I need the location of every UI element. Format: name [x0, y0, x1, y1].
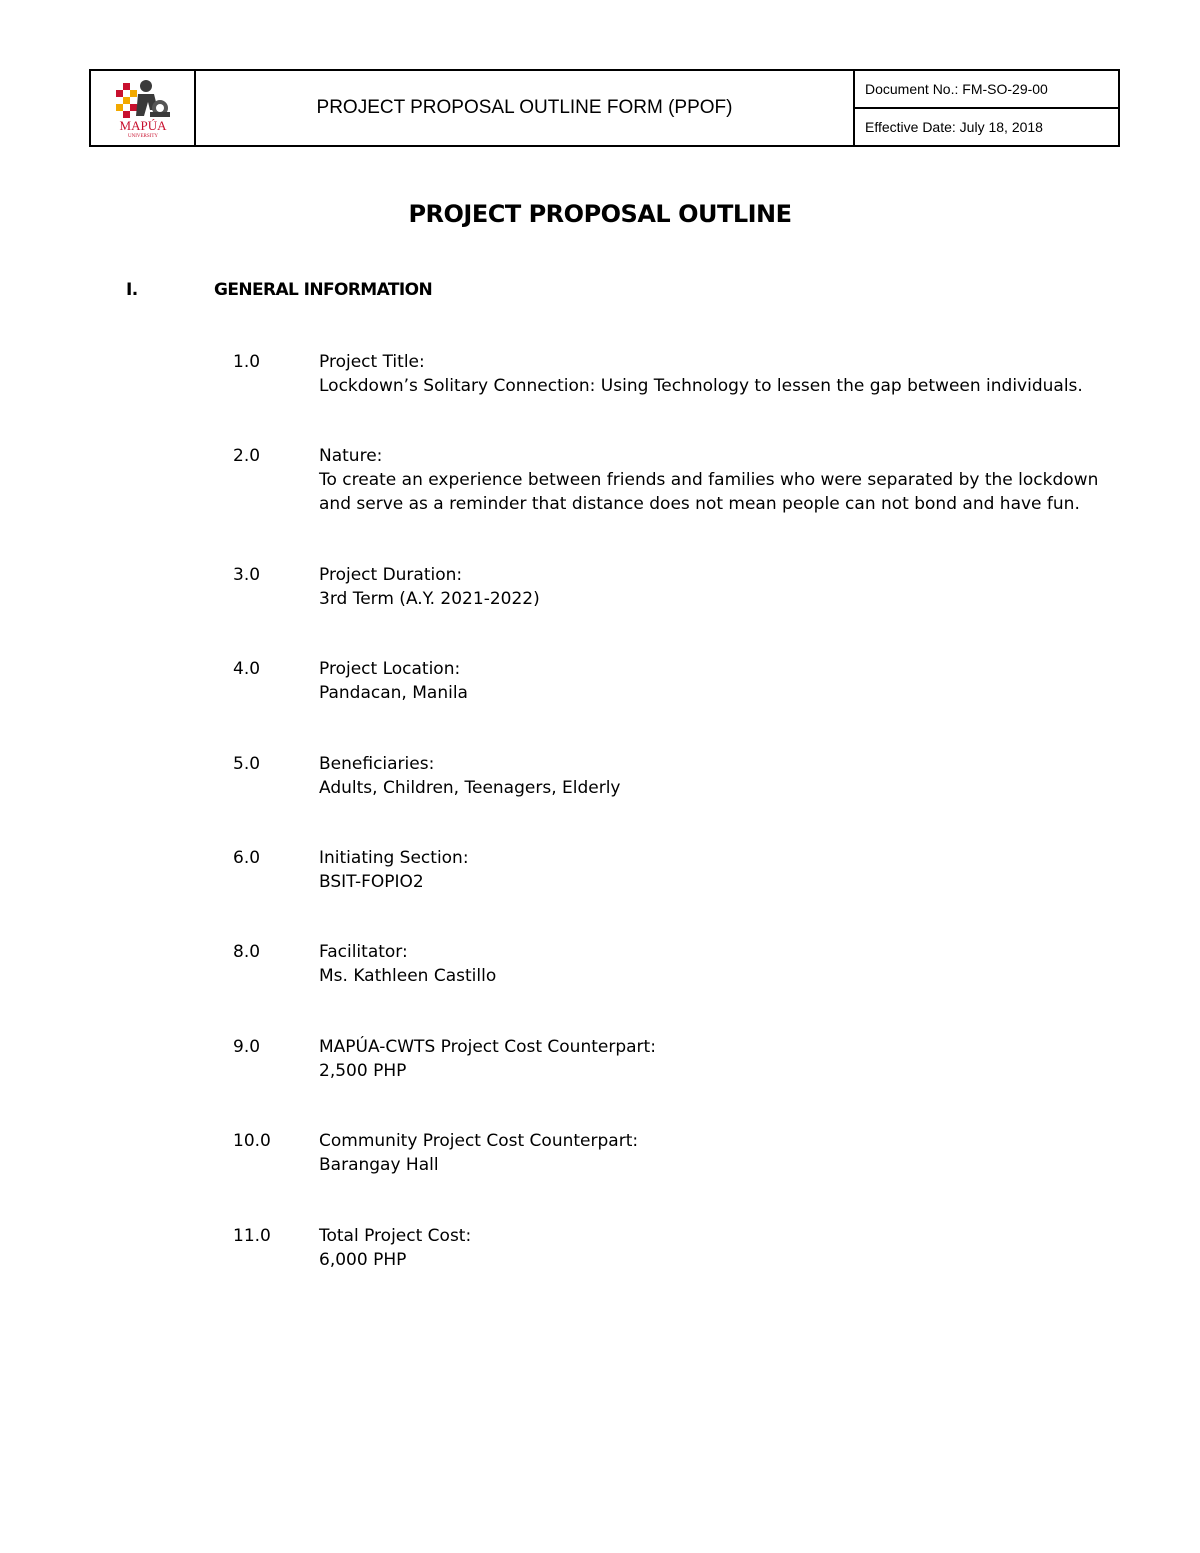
item-number: 4.0	[233, 659, 261, 679]
logo-cell	[91, 71, 196, 145]
item-number: 5.0	[233, 754, 261, 774]
item-label: Project Duration:	[319, 565, 463, 585]
svg-text:MAPÚA: MAPÚA	[119, 118, 166, 133]
item-label: Total Project Cost:	[319, 1226, 472, 1246]
item-value: 2,500 PHP	[319, 1061, 407, 1081]
item-number: 8.0	[233, 942, 261, 962]
item-number: 3.0	[233, 565, 261, 585]
item-label: Initiating Section:	[319, 848, 469, 868]
item-number: 6.0	[233, 848, 261, 868]
svg-text:UNIVERSITY: UNIVERSITY	[127, 134, 158, 139]
item-label: Project Title:	[319, 352, 425, 372]
item-value: To create an experience between friends and families who were separated by the lockdown and serve as a reminder that distance does not mean people can not bond and have fun.	[319, 470, 1104, 514]
item-label: Beneficiaries:	[319, 754, 435, 774]
page-title: PROJECT PROPOSAL OUTLINE	[408, 200, 792, 228]
item-label: Nature:	[319, 446, 383, 466]
item-value: BSIT-FOPIO2	[319, 872, 424, 892]
item-value: Pandacan, Manila	[319, 683, 468, 703]
form-header-table	[89, 69, 1120, 147]
effective-date: Effective Date: July 18, 2018	[855, 107, 1118, 145]
item-label: Facilitator:	[319, 942, 408, 962]
item-number: 10.0	[233, 1131, 271, 1151]
section-number: I.	[126, 280, 138, 300]
item-label: Community Project Cost Counterpart:	[319, 1131, 639, 1151]
item-label: MAPÚA-CWTS Project Cost Counterpart:	[319, 1037, 656, 1057]
item-label: Project Location:	[319, 659, 461, 679]
document-meta	[855, 71, 1118, 145]
section-heading: GENERAL INFORMATION	[214, 280, 433, 300]
document-number: Document No.: FM-SO-29-00	[865, 81, 1048, 97]
item-value: 6,000 PHP	[319, 1250, 407, 1270]
form-title: PROJECT PROPOSAL OUTLINE FORM (PPOF)	[196, 71, 855, 145]
item-value: Lockdown’s Solitary Connection: Using Technology to lessen the gap between individuals.	[319, 376, 1083, 396]
item-number: 9.0	[233, 1037, 261, 1057]
item-value: 3rd Term (A.Y. 2021-2022)	[319, 589, 540, 609]
item-value: Ms. Kathleen Castillo	[319, 966, 497, 986]
item-number: 11.0	[233, 1226, 271, 1246]
item-value: Adults, Children, Teenagers, Elderly	[319, 778, 621, 798]
mapua-logo	[110, 76, 176, 140]
item-number: 2.0	[233, 446, 261, 466]
item-value: Barangay Hall	[319, 1155, 439, 1175]
item-number: 1.0	[233, 352, 261, 372]
